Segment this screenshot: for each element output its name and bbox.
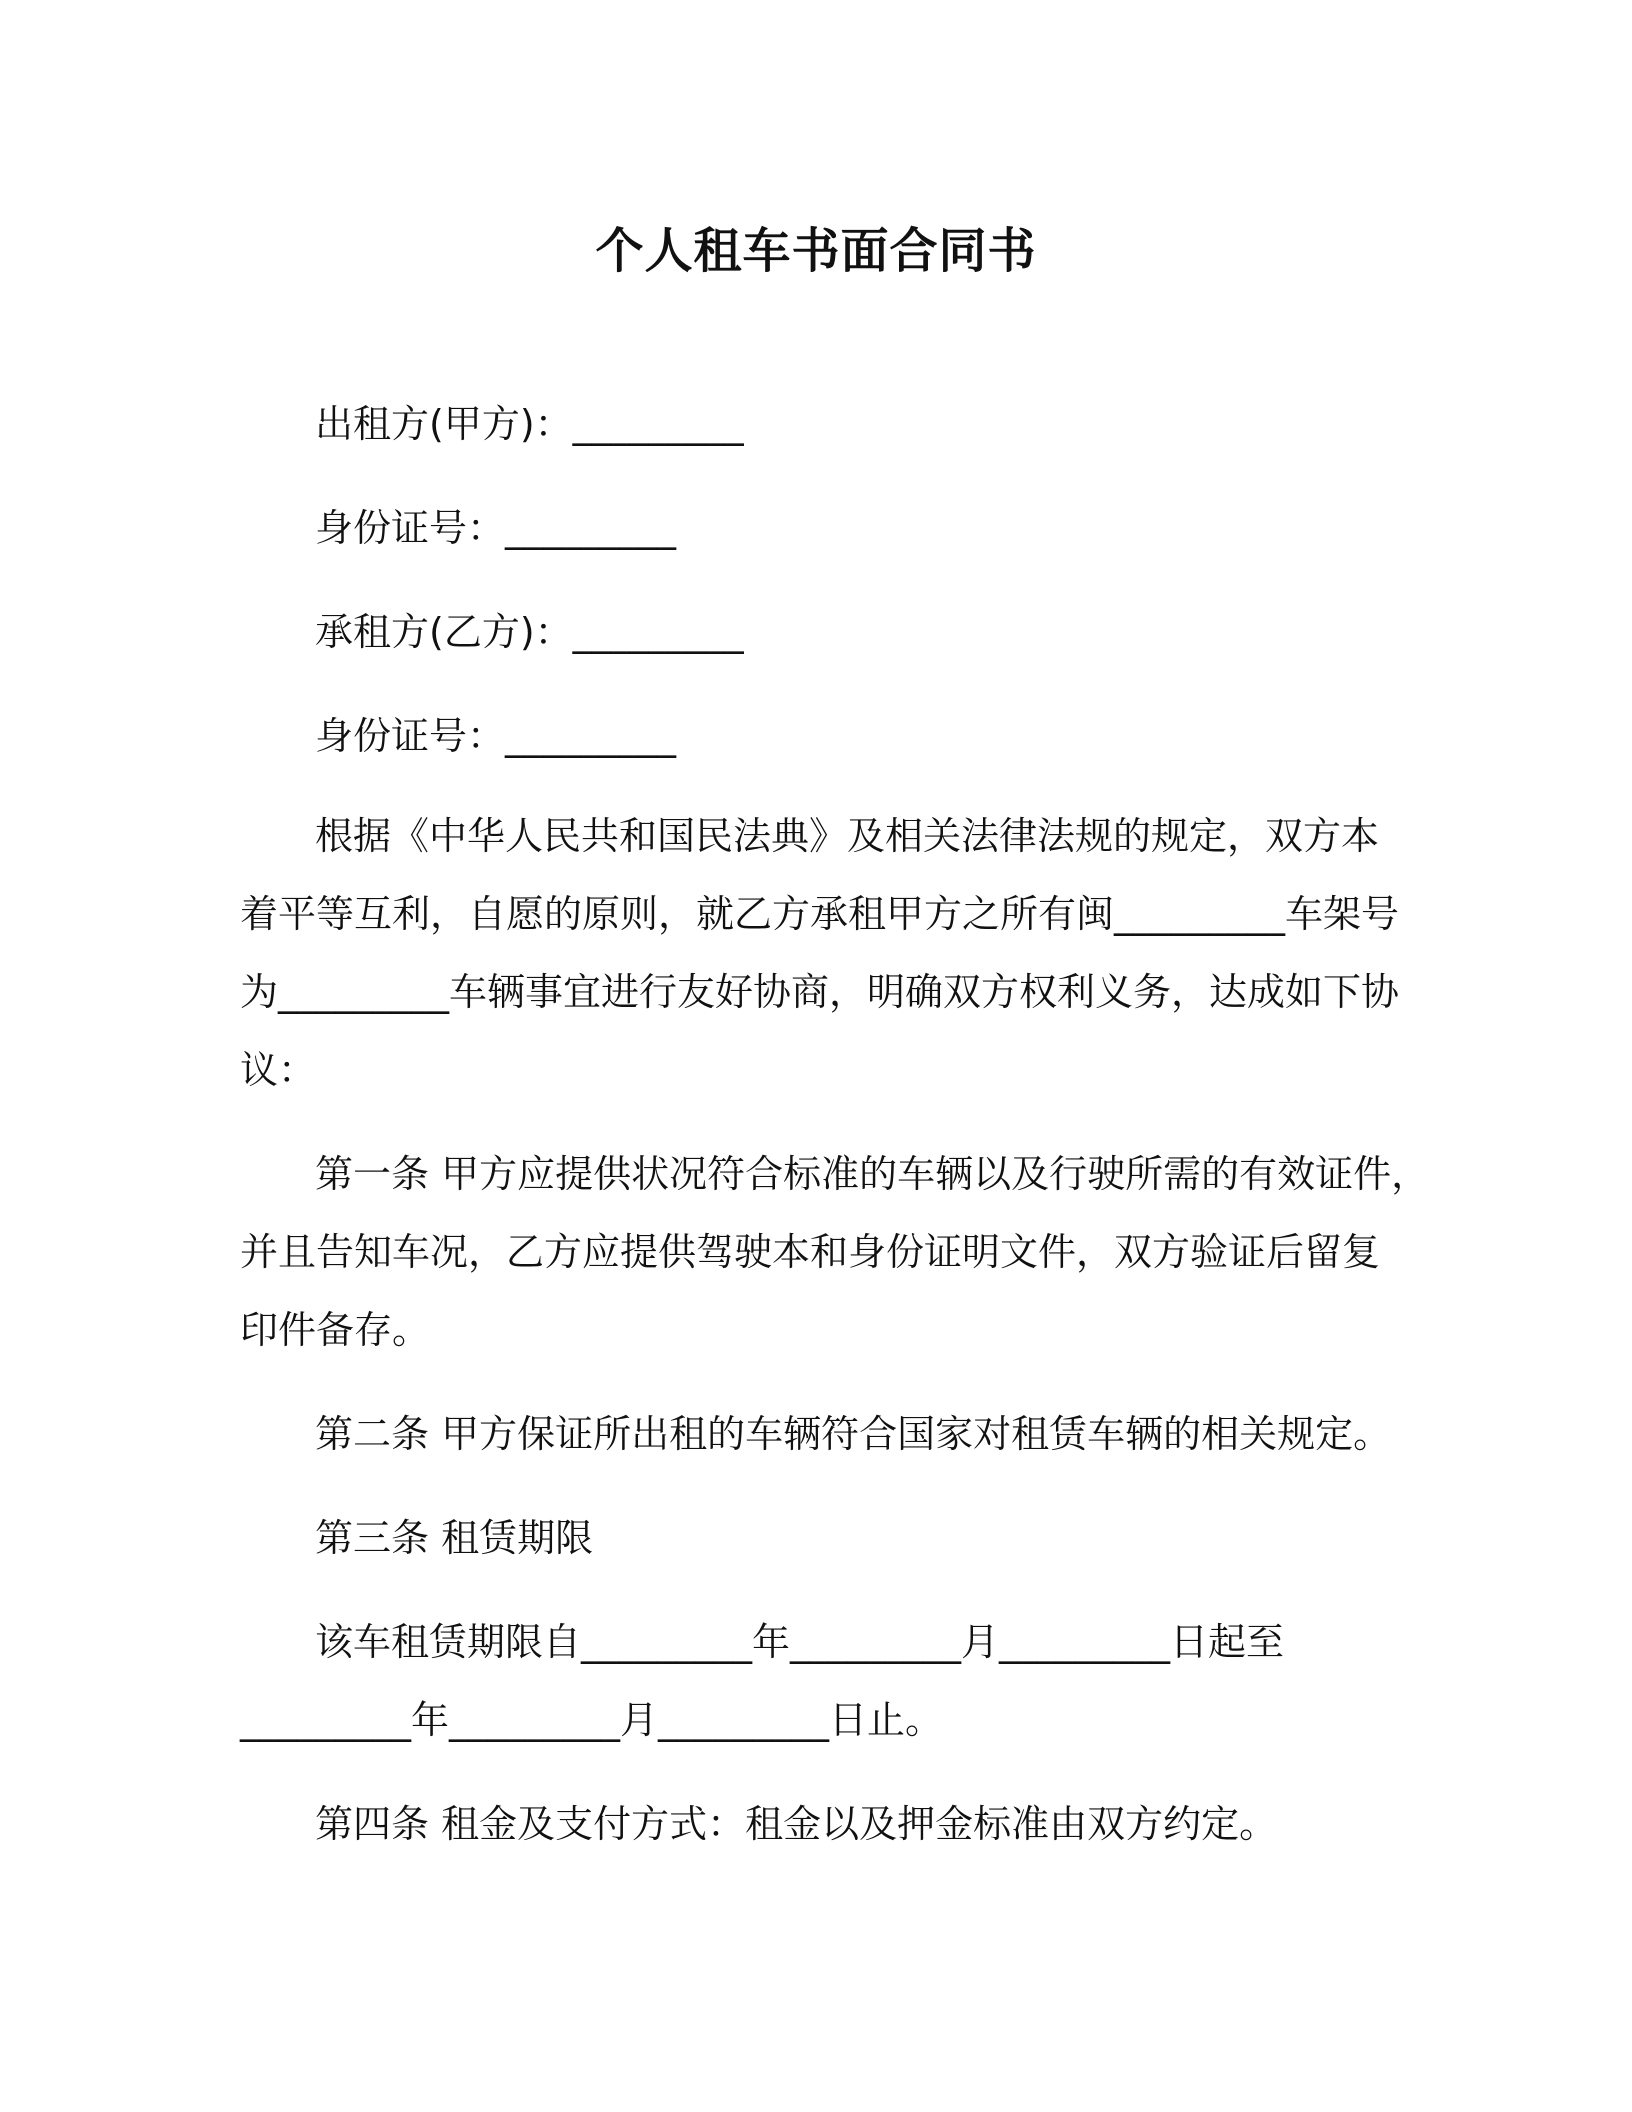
preamble-line-3: 为_________车辆事宜进行友好协商，明确双方权利义务，达成如下协 <box>240 970 1400 1014</box>
lessor-id-line: 身份证号：_________ <box>315 506 677 550</box>
preamble-line-2: 着平等互利，自愿的原则，就乙方承租甲方之所有闽_________车架号 <box>240 892 1400 936</box>
preamble-line-4: 议： <box>240 1048 317 1092</box>
lessor-name-line: 出租方(甲方)：_________ <box>315 402 744 446</box>
lease-period-line-2: _________年_________月_________日止。 <box>240 1698 944 1742</box>
document-title: 个人租车书面合同书 <box>595 223 1037 279</box>
article-3-heading: 第三条 租赁期限 <box>315 1516 594 1560</box>
article-1-line-2: 并且告知车况，乙方应提供驾驶本和身份证明文件，双方验证后留复 <box>240 1230 1381 1274</box>
article-2: 第二条 甲方保证所出租的车辆符合国家对租赁车辆的相关规定。 <box>315 1412 1392 1456</box>
lessee-id-line: 身份证号：_________ <box>315 714 677 758</box>
article-4: 第四条 租金及支付方式：租金以及押金标准由双方约定。 <box>315 1802 1278 1846</box>
preamble-line-1: 根据《中华人民共和国民法典》及相关法律法规的规定，双方本 <box>315 814 1380 858</box>
article-1-line-1: 第一条 甲方应提供状况符合标准的车辆以及行驶所需的有效证件， <box>315 1152 1430 1196</box>
lessee-name-line: 承租方(乙方)：_________ <box>315 610 744 654</box>
lease-period-line-1: 该车租赁期限自_________年_________月_________日起至 <box>315 1620 1285 1664</box>
article-1-line-3: 印件备存。 <box>240 1308 431 1352</box>
